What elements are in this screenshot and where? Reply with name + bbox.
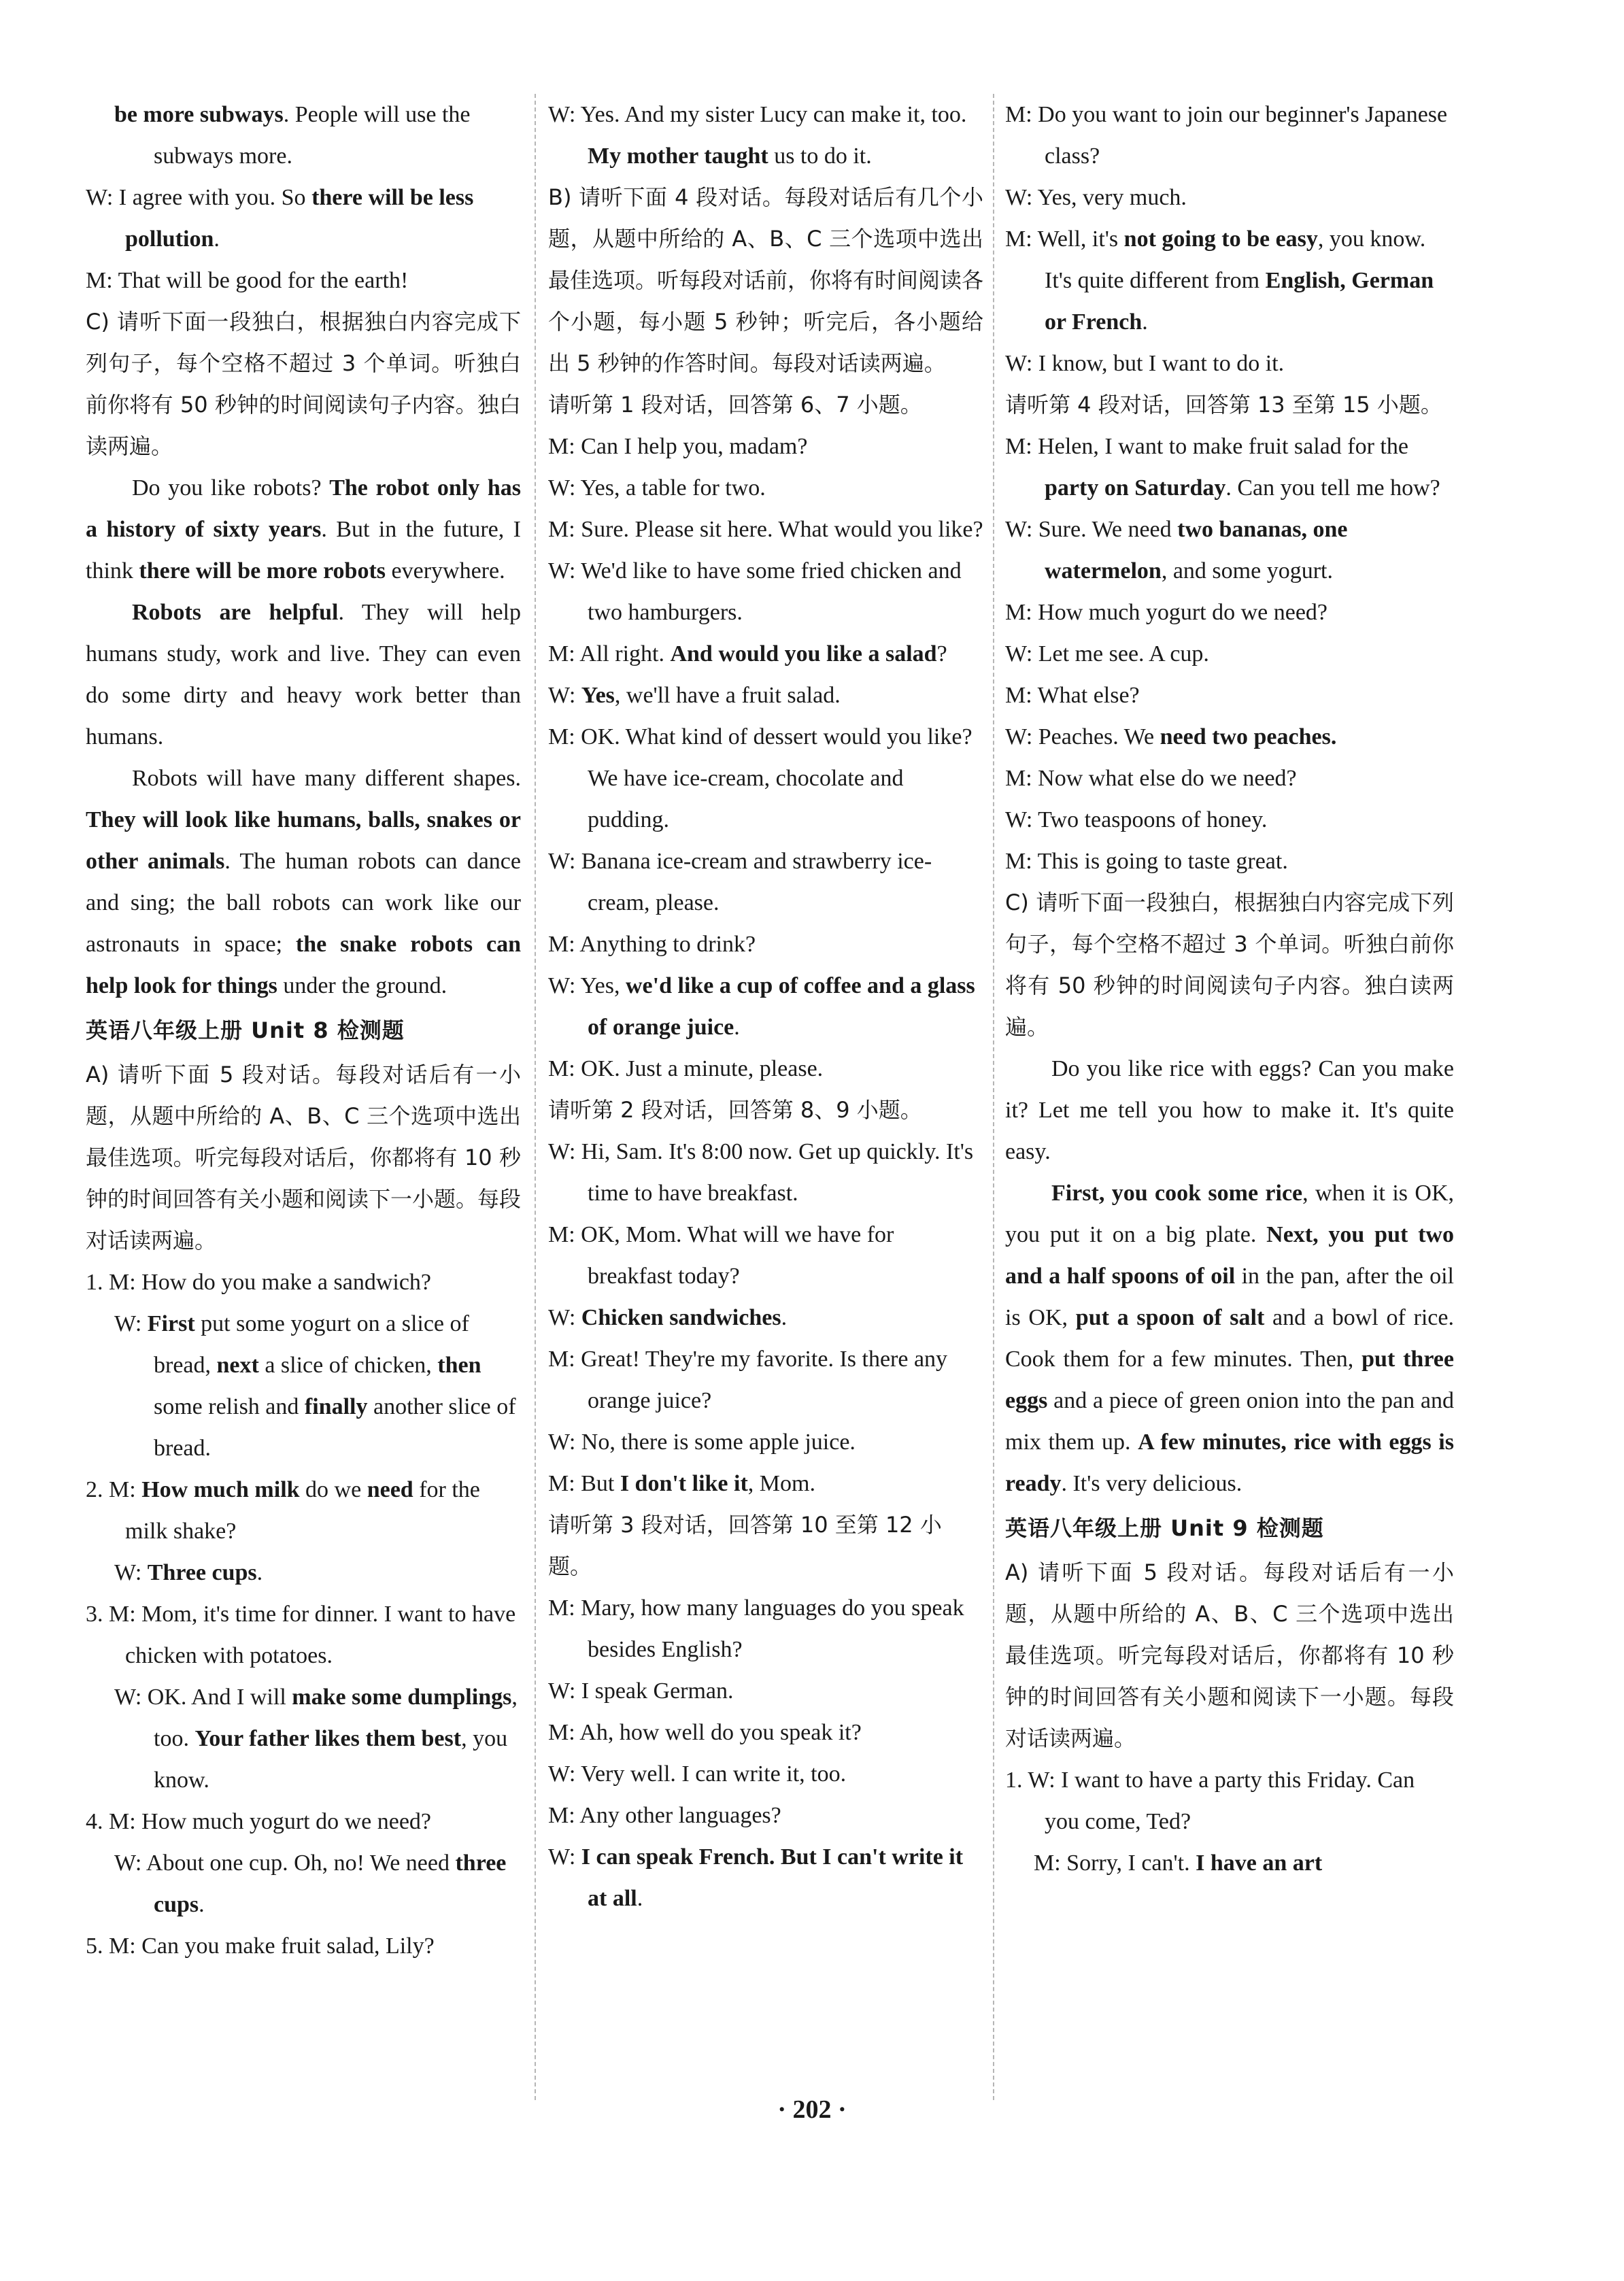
text-run: W: We'd like to have some fried chicken and two hamburgers. [548, 558, 962, 625]
bold-answer-text: Three cups [147, 1560, 257, 1585]
paragraph [1005, 675, 1454, 716]
text-run: M: Any other languages? [548, 1803, 781, 1828]
text-run: . [637, 1886, 643, 1911]
paragraph [1005, 94, 1454, 177]
text-run: W: Sure. We need [1005, 517, 1178, 542]
bold-answer-text: need [367, 1477, 413, 1502]
text-run: M: Can I help you, madam? [548, 434, 808, 459]
paragraph [1005, 716, 1454, 758]
bold-answer-text: finally [304, 1394, 368, 1419]
text-run: 3. M: Mom, it's time for dinner. I want to have chicken with potatoes. [86, 1602, 516, 1668]
paragraph [86, 1676, 521, 1801]
text-run: , and some yogurt. [1161, 558, 1333, 584]
text-run: 2. M: [86, 1477, 142, 1502]
text-run: . They will help humans study, work and live. They can even do some dirty and heavy work better than humans. [86, 600, 521, 749]
bold-answer-text: My mother taught [588, 143, 768, 169]
text-run: W: [548, 1844, 581, 1870]
text-run: W: Yes, very much. [1005, 185, 1187, 210]
paragraph [86, 94, 521, 177]
text-run: W: [548, 1305, 581, 1330]
text-run: W: Very well. I can write it, too. [548, 1761, 847, 1787]
bold-answer-text: there will be less pollution [125, 185, 474, 252]
bold-answer-text: Your father likes them best [194, 1726, 462, 1751]
paragraph [86, 1552, 521, 1593]
bold-answer-text: Chicken sandwiches [581, 1305, 781, 1330]
paragraph [1005, 1172, 1454, 1504]
paragraph [86, 1593, 521, 1676]
bold-answer-text: How much milk [141, 1477, 300, 1502]
paragraph [548, 841, 983, 924]
text-run: W: [114, 1560, 148, 1585]
text-run: W: I know, but I want to do it. [1005, 351, 1285, 376]
bold-answer-text: not going to be easy [1123, 226, 1318, 252]
text-run: W: Yes, a table for two. [548, 475, 766, 501]
text-run: , we'll have a fruit salad. [614, 683, 841, 708]
text-run: . Can you tell me how? [1225, 475, 1440, 501]
paragraph [548, 1131, 983, 1214]
paragraph [86, 1842, 521, 1925]
bold-answer-text: Robots are helpful [132, 600, 339, 625]
text-run: , too. [154, 1685, 518, 1751]
text-run: W: Yes, [548, 973, 626, 998]
text-run: M: Sorry, I can't. [1034, 1851, 1196, 1876]
text-run: W: OK. And I will [114, 1685, 292, 1710]
text-run: Do you like rice with eggs? Can you make it? Let me tell you how to make it. It's quite easy. [1005, 1056, 1454, 1164]
paragraph [548, 1421, 983, 1463]
text-run: M: Ah, how well do you speak it? [548, 1720, 862, 1745]
paragraph [1005, 1552, 1454, 1759]
text-run: 1. W: I want to have a party this Friday. Can you come, Ted? [1005, 1768, 1415, 1834]
page-number: · 202 · [777, 2095, 847, 2124]
column-separator [535, 94, 536, 2100]
bold-answer-text: party on Saturday [1045, 475, 1226, 501]
paragraph [1005, 426, 1454, 509]
text-run: M: Do you want to join our beginner's Japanese class? [1005, 102, 1448, 169]
text-run: 1. M: How do you make a sandwich? [86, 1270, 432, 1295]
paragraph [548, 924, 983, 965]
text-run: A) 请听下面 5 段对话。每段对话后有一小题，从题中所给的 A、B、C 三个选项中选出最佳选项。听完每段对话后，你都将有 10 秒钟的时间回答有关小题和阅读下一小题。每段对话读两遍。 [86, 1062, 522, 1253]
paragraph [548, 1463, 983, 1504]
text-run: put some yogurt on a slice of bread, [154, 1311, 469, 1378]
text-run: W: I speak German. [548, 1678, 734, 1704]
text-run: 请听第 1 段对话，回答第 6、7 小题。 [548, 392, 922, 418]
bold-answer-text: need two peaches. [1160, 724, 1337, 749]
text-run: and a bowl of rice. Cook them for a few minutes. Then, [1005, 1305, 1454, 1372]
text-run: . People will use the subways more. [154, 102, 471, 169]
paragraph [86, 1469, 521, 1552]
paragraph [86, 260, 521, 301]
paragraph [548, 965, 983, 1048]
text-run: M: Now what else do we need? [1005, 766, 1297, 791]
paragraph [548, 94, 983, 177]
text-run: a slice of chicken, [258, 1353, 438, 1378]
text-run: . It's very delicious. [1061, 1471, 1242, 1496]
text-run: M: All right. [548, 641, 671, 666]
text-run: M: Mary, how many languages do you speak besides English? [548, 1595, 964, 1662]
text-column-2 [548, 94, 983, 1919]
bold-answer-text: First [147, 1311, 195, 1336]
text-run: ? [936, 641, 947, 666]
text-run: 请听第 4 段对话，回答第 13 至第 15 小题。 [1005, 392, 1442, 418]
text-run: W: About one cup. Oh, no! We need [114, 1851, 456, 1876]
text-run: under the ground. [277, 973, 447, 998]
bold-answer-text: put a spoon of salt [1075, 1305, 1265, 1330]
paragraph [1005, 758, 1454, 799]
text-run: , when it is OK, you put it on a big plate. [1005, 1181, 1454, 1247]
paragraph [1005, 1759, 1454, 1842]
paragraph [1005, 177, 1454, 218]
bold-answer-text: They will look like humans, balls, snakes or other animals [86, 807, 521, 874]
text-run: . The human robots can dance and sing; the ball robots can work like our astronauts in space; [86, 849, 521, 957]
text-run: W: Let me see. A cup. [1005, 641, 1209, 666]
text-run: Do you like robots? [132, 475, 330, 501]
column-separator [993, 94, 994, 2100]
paragraph [548, 177, 983, 384]
text-run: some relish and [154, 1394, 305, 1419]
paragraph [1005, 218, 1454, 343]
text-run: A) 请听下面 5 段对话。每段对话后有一小题，从题中所给的 A、B、C 三个选项中选出最佳选项。听完每段对话后，你都将有 10 秒钟的时间回答有关小题和阅读下一小题。每段对话读两遍。 [1005, 1559, 1454, 1751]
text-run: M: Helen, I want to make fruit salad for the [1005, 434, 1408, 459]
text-run: 4. M: How much yogurt do we need? [86, 1809, 432, 1834]
text-run: M: This is going to taste great. [1005, 849, 1288, 874]
text-run: W: Two teaspoons of honey. [1005, 807, 1268, 832]
text-column-1 [86, 94, 521, 1967]
bold-answer-text: Yes [581, 683, 615, 708]
text-run: M: What else? [1005, 683, 1140, 708]
text-run: . [256, 1560, 263, 1585]
text-run: W: Banana ice-cream and strawberry ice-cream, please. [548, 849, 932, 915]
text-run: . [781, 1305, 788, 1330]
text-run: W: Hi, Sam. It's 8:00 now. Get up quickly. It's time to have breakfast. [548, 1139, 974, 1206]
text-run: M: Well, it's [1005, 226, 1124, 252]
bold-answer-text: I have an art [1196, 1851, 1323, 1876]
paragraph [86, 1303, 521, 1469]
bold-answer-text: The robot only has a history of sixty years [86, 475, 521, 542]
paragraph [1005, 1842, 1454, 1884]
bold-answer-text: Next, you put two and a half spoons of oil [1005, 1222, 1454, 1289]
text-run: . [734, 1015, 740, 1040]
bold-answer-text: then [437, 1353, 481, 1378]
paragraph [548, 1214, 983, 1297]
paragraph [86, 301, 521, 467]
paragraph [548, 1089, 983, 1131]
text-run: M: OK. Just a minute, please. [548, 1056, 824, 1081]
section-heading [86, 1007, 521, 1054]
text-run: W: [114, 1311, 148, 1336]
text-run: 请听第 2 段对话，回答第 8、9 小题。 [548, 1097, 922, 1123]
paragraph [86, 592, 521, 758]
text-run: W: [548, 683, 581, 708]
paragraph [1005, 882, 1454, 1048]
paragraph [548, 1048, 983, 1089]
text-run: M: How much yogurt do we need? [1005, 600, 1328, 625]
paragraph [1005, 509, 1454, 592]
text-run: M: That will be good for the earth! [86, 268, 409, 293]
text-run: . [199, 1892, 205, 1917]
text-run: Robots will have many different shapes. [132, 766, 521, 791]
bold-answer-text: next [216, 1353, 259, 1378]
bold-answer-text: A few minutes, rice with eggs is ready [1005, 1430, 1454, 1496]
paragraph [1005, 592, 1454, 633]
text-run: M: Sure. Please sit here. What would you like? [548, 517, 983, 542]
bold-answer-text: I don't like it [620, 1471, 748, 1496]
text-run: for the milk shake? [125, 1477, 480, 1544]
paragraph [548, 1587, 983, 1670]
text-run: 英语八年级上册 Unit 8 检测题 [86, 1017, 405, 1043]
text-run: M: Great! They're my favorite. Is there any orange juice? [548, 1347, 948, 1413]
paragraph [548, 1338, 983, 1421]
text-run: . [214, 226, 220, 252]
paragraph [548, 675, 983, 716]
paragraph [548, 384, 983, 426]
paragraph [548, 509, 983, 550]
paragraph [548, 1836, 983, 1919]
text-run: 5. M: Can you make fruit salad, Lily? [86, 1933, 435, 1959]
paragraph [548, 633, 983, 675]
paragraph [86, 1262, 521, 1303]
text-run: W: I agree with you. So [86, 185, 312, 210]
text-run: , you know. It's quite different from [1045, 226, 1426, 293]
paragraph [86, 1925, 521, 1967]
bold-answer-text: there will be more robots [139, 558, 386, 584]
paragraph [1005, 841, 1454, 882]
paragraph [548, 1504, 983, 1587]
text-run: , you know. [154, 1726, 508, 1793]
bold-answer-text: three cups [154, 1851, 507, 1917]
paragraph [86, 177, 521, 260]
text-run: 请听第 3 段对话，回答第 10 至第 12 小题。 [548, 1512, 942, 1579]
paragraph [548, 467, 983, 509]
text-run: . [1142, 309, 1148, 335]
text-run: W: Peaches. We [1005, 724, 1160, 749]
text-run: , Mom. [747, 1471, 815, 1496]
paragraph [1005, 799, 1454, 841]
paragraph [1005, 633, 1454, 675]
text-run: C) 请听下面一段独白，根据独白内容完成下列句子，每个空格不超过 3 个单词。听独白前你将有 50 秒钟的时间阅读句子内容。独白读两遍。 [1005, 890, 1454, 1040]
text-run: do we [299, 1477, 367, 1502]
paragraph [86, 1801, 521, 1842]
text-run: in the pan, after the oil is OK, [1005, 1264, 1454, 1330]
paragraph [1005, 384, 1454, 426]
paragraph [86, 1054, 521, 1262]
text-run: another slice of bread. [154, 1394, 516, 1461]
paragraph [1005, 1048, 1454, 1172]
bold-answer-text: English, German or French [1045, 268, 1434, 335]
text-run: 英语八年级上册 Unit 9 检测题 [1005, 1515, 1324, 1541]
paragraph [548, 716, 983, 841]
bold-answer-text: make some dumplings [292, 1685, 512, 1710]
bold-answer-text: I can speak French. But I can't write it at all [581, 1844, 964, 1911]
text-run: M: OK. What kind of dessert would you like? We have ice-cream, chocolate and pudding. [548, 724, 972, 832]
paragraph [548, 426, 983, 467]
section-heading [1005, 1504, 1454, 1552]
text-column-3 [1005, 94, 1454, 1884]
bold-answer-text: put three eggs [1005, 1347, 1454, 1413]
paragraph [86, 758, 521, 1007]
bold-answer-text: we'd like a cup of coffee and a glass of orange juice [588, 973, 975, 1040]
text-run: and a piece of green onion into the pan and mix them up. [1005, 1388, 1454, 1455]
paragraph [548, 1712, 983, 1753]
paragraph [548, 1753, 983, 1795]
text-run: W: No, there is some apple juice. [548, 1430, 856, 1455]
bold-answer-text: be more subways [114, 102, 284, 127]
text-run: M: OK, Mom. What will we have for breakfast today? [548, 1222, 894, 1289]
bold-answer-text: the snake robots can help look for things [86, 932, 521, 998]
bold-answer-text: two bananas, one watermelon [1045, 517, 1348, 584]
paragraph [1005, 343, 1454, 384]
text-run: us to do it. [768, 143, 872, 169]
text-run: C) 请听下面一段独白，根据独白内容完成下列句子，每个空格不超过 3 个单词。听独白前你将有 50 秒钟的时间阅读句子内容。独白读两遍。 [86, 309, 521, 459]
paragraph [86, 467, 521, 592]
bold-answer-text: And would you like a salad [670, 641, 937, 666]
bold-answer-text: First, you cook some rice [1051, 1181, 1303, 1206]
paragraph [548, 1670, 983, 1712]
text-run: M: But [548, 1471, 620, 1496]
text-run: everywhere. [386, 558, 505, 584]
paragraph [548, 1795, 983, 1836]
paragraph [548, 1297, 983, 1338]
text-run: M: Anything to drink? [548, 932, 756, 957]
paragraph [548, 550, 983, 633]
text-run: . But in the future, I think [86, 517, 521, 584]
text-run: W: Yes. And my sister Lucy can make it, too. [548, 102, 967, 127]
text-run: B) 请听下面 4 段对话。每段对话后有几个小题，从题中所给的 A、B、C 三个选项中选出最佳选项。听每段对话前，你将有时间阅读各个小题，每小题 5 秒钟；听完后，各小题给出 5 秒钟的作答时间。每段对话读两遍。 [548, 184, 984, 376]
